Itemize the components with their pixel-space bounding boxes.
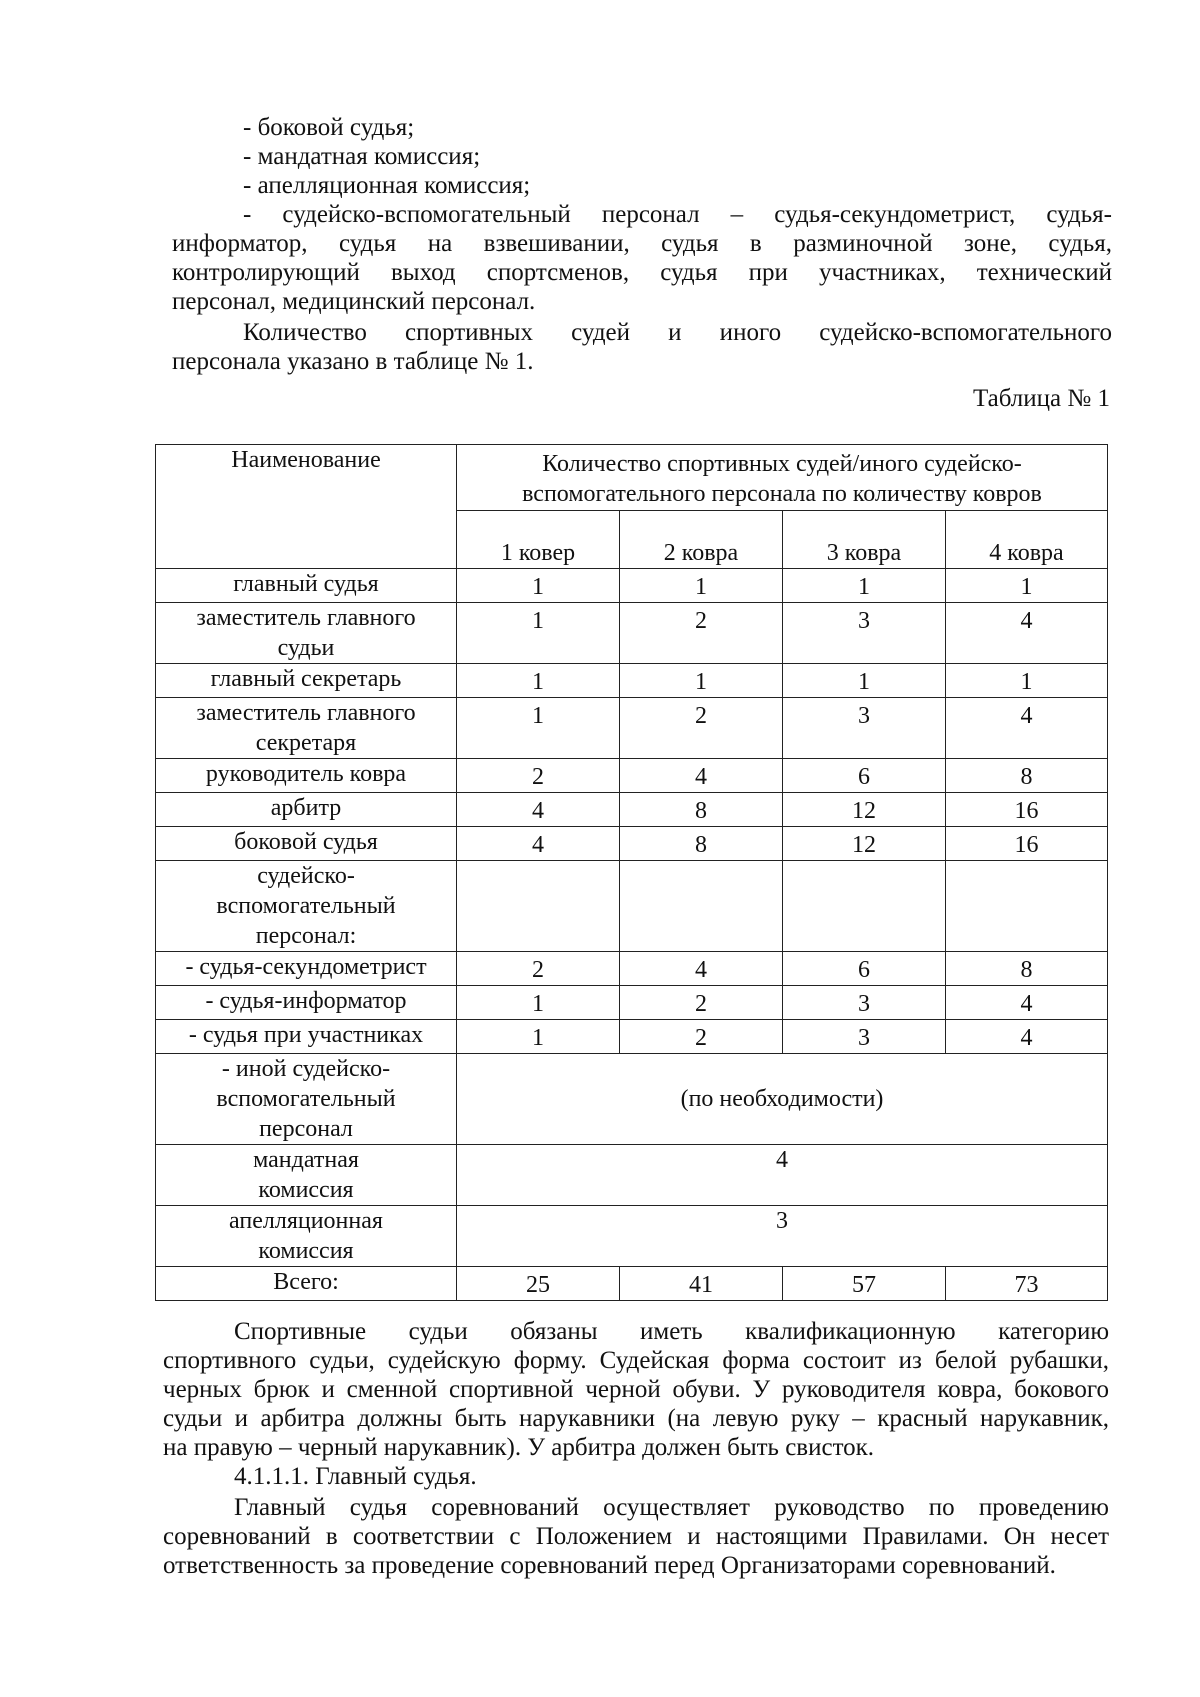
row-label: - иной судейско-вспомогательный персонал [156, 1054, 457, 1145]
value-cell: 1 [457, 569, 620, 603]
value-cell: 1 [457, 698, 620, 759]
value-cell: 1 [457, 603, 620, 664]
paragraph-line: информатор, судья на взвешивании, судья в разминочной зоне, судья, [172, 230, 1112, 257]
value-cell: 4 [946, 698, 1108, 759]
table-row [156, 861, 1108, 952]
value-cell: 16 [946, 793, 1108, 827]
table-caption: Таблица № 1 [972, 385, 1110, 412]
value-cell: 1 [783, 569, 946, 603]
paragraph-line: ответственность за проведение соревнований перед Организаторами соревнований. [163, 1552, 1056, 1579]
merged-value-cell: 3 [457, 1206, 1108, 1267]
column-header: 2 ковра [620, 511, 783, 569]
column-header: 4 ковра [946, 511, 1108, 569]
row-label: заместитель главного судьи [156, 603, 457, 664]
value-cell: 4 [946, 986, 1108, 1020]
value-cell: 2 [620, 986, 783, 1020]
value-cell: 6 [783, 952, 946, 986]
table-row [156, 1206, 1108, 1267]
value-cell: 1 [946, 664, 1108, 698]
value-cell: 12 [783, 793, 946, 827]
paragraph-line: спортивного судьи, судейскую форму. Судейская форма состоит из белой рубашки, [163, 1347, 1109, 1374]
value-cell [946, 861, 1108, 952]
paragraph-line: черных брюк и сменной спортивной черной обуви. У руководителя ковра, бокового [163, 1376, 1109, 1403]
table-row [156, 1054, 1108, 1145]
paragraph-line: персонал, медицинский персонал. [172, 288, 536, 315]
row-label: главный судья [156, 569, 457, 603]
table-row [156, 793, 1108, 827]
value-cell: 6 [783, 759, 946, 793]
row-label: главный секретарь [156, 664, 457, 698]
list-item: - боковой судья; [243, 114, 415, 141]
total-cell: 25 [457, 1267, 620, 1301]
value-cell: 4 [620, 952, 783, 986]
column-header: 1 ковер [457, 511, 620, 569]
total-cell: 73 [946, 1267, 1108, 1301]
table-row [156, 603, 1108, 664]
row-label: - судья-секундометрист [156, 952, 457, 986]
table-row [156, 698, 1108, 759]
value-cell: 4 [946, 1020, 1108, 1054]
value-cell: 4 [946, 603, 1108, 664]
list-item: - апелляционная комиссия; [243, 172, 531, 199]
paragraph-line: Спортивные судьи обязаны иметь квалификационную категорию [234, 1318, 1109, 1345]
value-cell: 4 [457, 793, 620, 827]
value-cell [457, 861, 620, 952]
table-row [156, 1020, 1108, 1054]
merged-value-cell: (по необходимости) [457, 1054, 1108, 1145]
value-cell: 1 [457, 1020, 620, 1054]
column-header: 3 ковра [783, 511, 946, 569]
value-cell: 12 [783, 827, 946, 861]
table-row [156, 986, 1108, 1020]
value-cell: 3 [783, 986, 946, 1020]
table-row [156, 952, 1108, 986]
value-cell: 3 [783, 603, 946, 664]
table-row [156, 759, 1108, 793]
row-label: мандатная комиссия [156, 1145, 457, 1206]
value-cell: 8 [620, 793, 783, 827]
paragraph-line: персонала указано в таблице № 1. [172, 348, 534, 375]
value-cell: 1 [783, 664, 946, 698]
row-label: судейско-вспомогательный персонал: [156, 861, 457, 952]
value-cell: 8 [946, 759, 1108, 793]
staff-table [155, 444, 1108, 1301]
table-row [156, 827, 1108, 861]
paragraph-line: Главный судья соревнований осуществляет руководство по проведению [234, 1494, 1109, 1521]
value-cell: 2 [620, 1020, 783, 1054]
value-cell [783, 861, 946, 952]
value-cell: 2 [620, 603, 783, 664]
value-cell: 16 [946, 827, 1108, 861]
value-cell: 2 [620, 698, 783, 759]
row-label: заместитель главного секретаря [156, 698, 457, 759]
row-label: - судья при участниках [156, 1020, 457, 1054]
value-cell: 8 [946, 952, 1108, 986]
value-cell: 1 [457, 986, 620, 1020]
value-cell: 4 [620, 759, 783, 793]
row-label: боковой судья [156, 827, 457, 861]
paragraph-line: Количество спортивных судей и иного судейско-вспомогательного [243, 319, 1112, 346]
table-row [156, 1145, 1108, 1206]
value-cell: 1 [620, 569, 783, 603]
paragraph-line: на правую – черный нарукавник). У арбитра должен быть свисток. [163, 1434, 875, 1461]
value-cell: 1 [457, 664, 620, 698]
header-count-cell: Количество спортивных судей/иного судейско-вспомогательного персонала по количеству ковров [457, 445, 1108, 511]
value-cell: 1 [620, 664, 783, 698]
total-row [156, 1267, 1108, 1301]
row-label: - судья-информатор [156, 986, 457, 1020]
row-label: руководитель ковра [156, 759, 457, 793]
value-cell: 2 [457, 952, 620, 986]
value-cell: 2 [457, 759, 620, 793]
total-cell: 41 [620, 1267, 783, 1301]
paragraph-line: соревнований в соответствии с Положением и настоящими Правилами. Он несет [163, 1523, 1109, 1550]
list-item: - мандатная комиссия; [243, 143, 481, 170]
section-heading: 4.1.1.1. Главный судья. [234, 1463, 477, 1490]
value-cell: 3 [783, 698, 946, 759]
value-cell: 4 [457, 827, 620, 861]
value-cell: 3 [783, 1020, 946, 1054]
value-cell [620, 861, 783, 952]
paragraph-line: контролирующий выход спортсменов, судья при участниках, технический [172, 259, 1112, 286]
total-cell: 57 [783, 1267, 946, 1301]
header-name-cell: Наименование [156, 445, 457, 569]
value-cell: 8 [620, 827, 783, 861]
row-label: апелляционная комиссия [156, 1206, 457, 1267]
value-cell: 1 [946, 569, 1108, 603]
paragraph-line: судьи и арбитра должны быть нарукавники (на левую руку – красный нарукавник, [163, 1405, 1109, 1432]
row-label: арбитр [156, 793, 457, 827]
row-label: Всего: [156, 1267, 457, 1301]
paragraph-line: - судейско-вспомогательный персонал – судья-секундометрист, судья- [243, 201, 1112, 228]
merged-value-cell: 4 [457, 1145, 1108, 1206]
table-row [156, 569, 1108, 603]
table-row [156, 664, 1108, 698]
